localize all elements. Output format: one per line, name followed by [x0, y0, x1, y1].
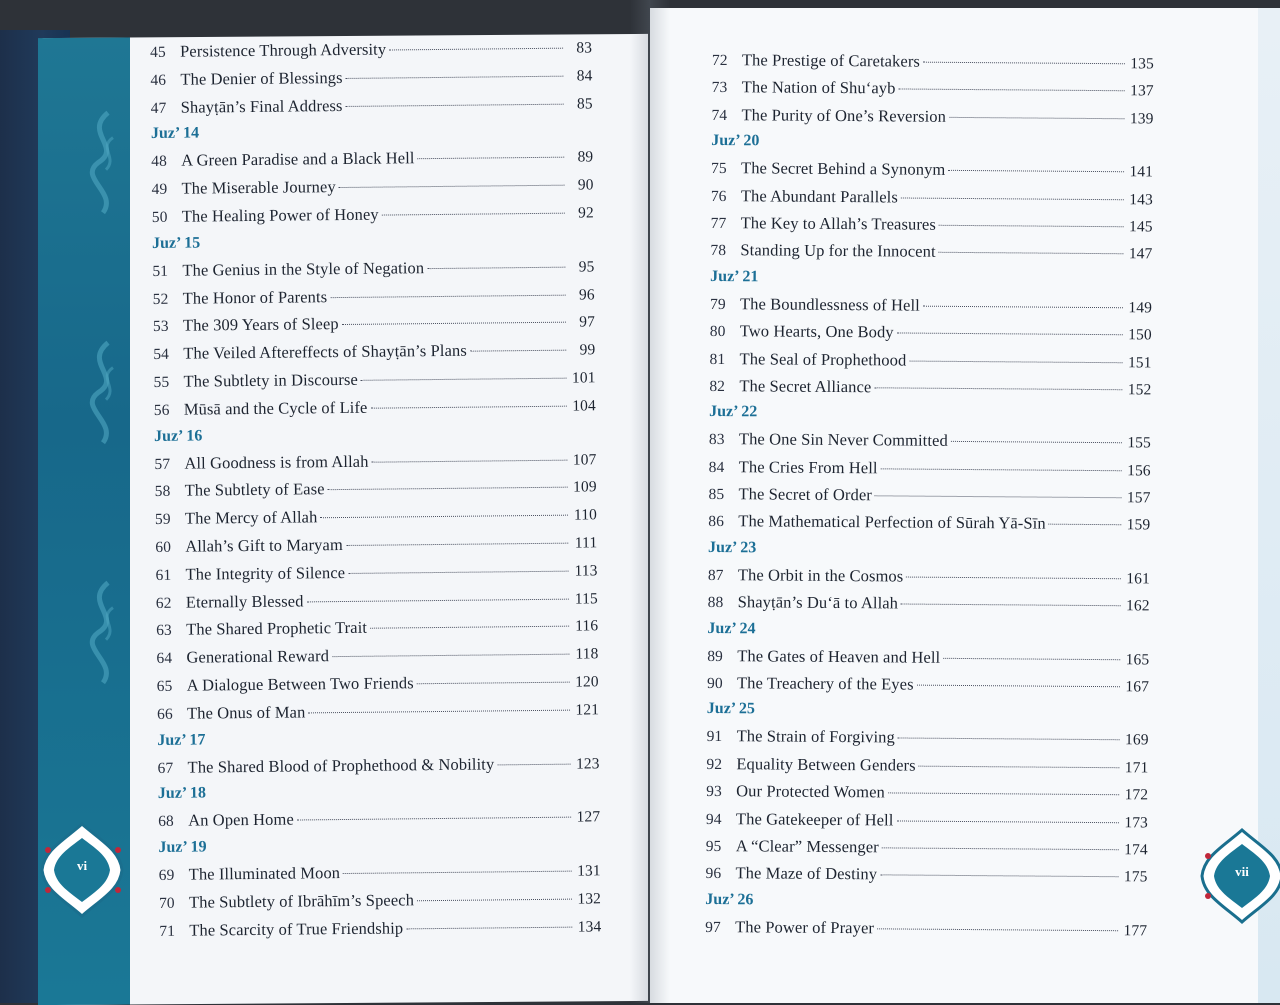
- chapter-number: 60: [155, 538, 172, 556]
- chapter-title: The Abundant Parallels: [740, 185, 899, 207]
- dot-leader: [332, 654, 569, 657]
- page-number: 145: [1128, 218, 1153, 236]
- arabesque-ornament-icon: [78, 578, 128, 688]
- page-number: 116: [575, 617, 599, 635]
- dot-leader: [951, 441, 1122, 443]
- chapter-title: The Cries From Hell: [738, 456, 878, 478]
- page-number: 152: [1127, 381, 1152, 399]
- chapter-title: The Secret of Order: [738, 484, 872, 505]
- juz-heading: Juz’ 26: [705, 890, 754, 909]
- chapter-number: 97: [705, 918, 721, 936]
- page-number: 95: [578, 258, 595, 276]
- chapter-title: The Healing Power of Honey: [181, 204, 379, 226]
- dot-leader: [877, 928, 1118, 931]
- page-number: 159: [1126, 516, 1151, 534]
- chapter-title: The Subtlety of Ease: [184, 479, 325, 501]
- book-gutter: [630, 0, 670, 1003]
- chapter-number: 94: [705, 810, 722, 828]
- juz-heading: Juz’ 20: [711, 132, 760, 150]
- toc-entry: [711, 105, 1153, 136]
- dot-leader: [342, 322, 566, 325]
- page-number-medallion-right: [1200, 826, 1280, 926]
- dot-leader: [943, 657, 1120, 659]
- dot-leader: [308, 709, 570, 713]
- page-number: 113: [574, 562, 598, 580]
- page-number: 135: [1130, 55, 1154, 73]
- chapter-number: 68: [158, 813, 174, 831]
- page-number: 107: [572, 450, 597, 469]
- chapter-title: The Mercy of Allah: [184, 507, 318, 528]
- chapter-number: 56: [153, 401, 170, 419]
- chapter-title: Standing Up for the Innocent: [740, 240, 936, 262]
- chapter-title: The Illuminated Moon: [188, 863, 341, 884]
- toc-entry: [707, 646, 1149, 677]
- chapter-title: Mūsā and the Cycle of Life: [183, 397, 368, 419]
- dot-leader: [881, 468, 1122, 471]
- dot-leader: [320, 515, 568, 519]
- chapter-number: 64: [156, 649, 173, 668]
- chapter-title: Persistence Through Adversity: [179, 39, 387, 61]
- chapter-number: 70: [158, 894, 175, 912]
- chapter-title: A “Clear” Messenger: [735, 836, 879, 857]
- chapter-title: The Onus of Man: [186, 702, 306, 723]
- chapter-title: The Orbit in the Cosmos: [737, 565, 904, 586]
- page-number: 127: [576, 808, 601, 826]
- chapter-title: The Boundlessness of Hell: [739, 293, 920, 315]
- chapter-number: 61: [155, 566, 172, 584]
- chapter-number: 65: [156, 677, 173, 695]
- toc-entry: [712, 50, 1154, 81]
- toc-entry: [710, 294, 1152, 325]
- dot-leader: [897, 333, 1123, 336]
- chapter-number: 75: [711, 160, 727, 178]
- chapter-title: All Goodness is from Allah: [184, 451, 369, 473]
- page-number: 121: [575, 701, 600, 719]
- page-number: 92: [578, 204, 594, 222]
- chapter-title: The Veiled Aftereffects of Shayṭān’s Plans: [183, 340, 467, 363]
- dot-leader: [1049, 524, 1122, 526]
- chapter-number: 59: [154, 510, 171, 529]
- chapter-title: The Shared Prophetic Trait: [186, 618, 368, 639]
- arabesque-ornament-icon: [78, 338, 128, 448]
- page-number: 101: [571, 369, 596, 387]
- chapter-number: 67: [157, 759, 174, 777]
- page-number: 150: [1128, 326, 1152, 344]
- chapter-number: 83: [708, 431, 725, 449]
- dot-leader: [909, 360, 1122, 363]
- chapter-title: Shayṭān’s Du‘ā to Allah: [737, 592, 899, 613]
- juz-heading: Juz’ 23: [708, 538, 757, 557]
- chapter-title: The Secret Alliance: [739, 376, 872, 397]
- toc-entry: [707, 673, 1149, 704]
- chapter-number: 55: [153, 373, 170, 391]
- dot-leader: [470, 350, 566, 352]
- chapter-title: The Denier of Blessings: [180, 67, 343, 89]
- chapter-number: 58: [154, 483, 171, 501]
- chapter-title: The Genius in the Style of Negation: [182, 257, 425, 280]
- toc-entry: [159, 916, 601, 948]
- chapter-title: The Honor of Parents: [182, 286, 328, 308]
- table-of-contents-right: [705, 50, 1154, 948]
- juz-heading: Juz’ 22: [709, 403, 758, 421]
- chapter-number: 53: [152, 318, 169, 336]
- table-of-contents-left: [150, 37, 601, 948]
- chapter-number: 78: [710, 242, 727, 260]
- chapter-title: Two Hearts, One Body: [739, 321, 894, 342]
- page-number-right: vii: [1235, 864, 1249, 879]
- chapter-title: The Seal of Prophethood: [739, 348, 907, 370]
- chapter-title: Allah’s Gift to Maryam: [185, 534, 343, 556]
- chapter-title: The Gates of Heaven and Hell: [737, 645, 941, 667]
- dot-leader: [896, 820, 1119, 823]
- chapter-number: 85: [708, 486, 725, 504]
- chapter-number: 72: [711, 51, 728, 70]
- juz-heading: Juz’ 24: [707, 619, 756, 638]
- arabesque-ornament-icon: [78, 108, 128, 218]
- toc-entry: [708, 511, 1150, 542]
- page-number: 162: [1126, 597, 1150, 615]
- dot-leader: [330, 294, 565, 297]
- chapter-number: 79: [709, 295, 726, 313]
- dot-leader: [874, 387, 1122, 390]
- page-number: 149: [1128, 299, 1153, 317]
- page-number: 173: [1124, 813, 1149, 832]
- dot-leader: [949, 117, 1124, 119]
- dot-leader: [880, 875, 1118, 878]
- page-number: 141: [1129, 163, 1154, 181]
- dot-leader: [339, 185, 565, 188]
- juz-heading: Juz’ 17: [157, 730, 206, 749]
- juz-heading: Juz’ 21: [710, 267, 759, 286]
- chapter-number: 66: [156, 705, 173, 723]
- chapter-title: Shayṭān’s Final Address: [180, 95, 343, 117]
- dot-leader: [417, 899, 572, 902]
- chapter-number: 90: [706, 675, 723, 693]
- chapter-title: A Green Paradise and a Black Hell: [181, 148, 415, 171]
- chapter-number: 45: [150, 43, 166, 61]
- chapter-title: The Mathematical Perfection of Sūrah Yā-Sīn: [738, 511, 1046, 534]
- chapter-number: 74: [711, 106, 728, 124]
- chapter-number: 93: [706, 783, 722, 801]
- page-number: 111: [574, 534, 598, 552]
- toc-entry: [705, 863, 1147, 894]
- chapter-title: Equality Between Genders: [736, 754, 916, 775]
- dot-leader: [307, 598, 569, 602]
- chapter-title: The Secret Behind a Synonym: [741, 158, 946, 180]
- page-number: 143: [1129, 190, 1153, 209]
- chapter-number: 54: [153, 345, 170, 364]
- page-number: 132: [577, 890, 602, 908]
- page-number: 161: [1126, 570, 1150, 588]
- chapter-number: 57: [154, 455, 171, 473]
- page-number: 169: [1124, 731, 1149, 749]
- page-number: 172: [1124, 786, 1149, 804]
- dot-leader: [371, 459, 567, 462]
- page-number-medallion-left: [40, 820, 124, 920]
- toc-entry: [709, 376, 1151, 407]
- chapter-number: 84: [708, 458, 725, 476]
- dot-leader: [348, 570, 568, 573]
- dot-leader: [346, 75, 564, 78]
- chapter-number: 91: [706, 728, 723, 746]
- toc-entry: [711, 213, 1153, 244]
- juz-heading: Juz’ 18: [157, 784, 207, 803]
- chapter-title: The Subtlety in Discourse: [183, 369, 359, 391]
- dot-leader: [901, 604, 1121, 607]
- chapter-number: 86: [708, 513, 725, 531]
- page-number: 174: [1124, 841, 1148, 859]
- dot-leader: [917, 685, 1120, 688]
- page-number: 83: [576, 39, 593, 57]
- chapter-number: 52: [152, 290, 169, 308]
- chapter-number: 76: [710, 187, 727, 205]
- chapter-number: 49: [151, 181, 168, 199]
- page-number: 155: [1127, 434, 1151, 452]
- dot-leader: [882, 847, 1119, 850]
- page-number: 134: [577, 918, 602, 936]
- chapter-number: 92: [706, 755, 723, 773]
- chapter-number: 48: [151, 153, 168, 171]
- chapter-title: An Open Home: [188, 809, 294, 830]
- page-number: 120: [575, 673, 599, 691]
- toc-entry: [711, 158, 1153, 189]
- toc-entry: [712, 77, 1154, 108]
- toc-entry: [706, 726, 1148, 757]
- toc-entry: [708, 484, 1150, 515]
- chapter-number: 87: [707, 566, 724, 584]
- page-number: 137: [1130, 82, 1154, 100]
- toc-entry: [705, 917, 1147, 948]
- page-number: 156: [1127, 461, 1151, 480]
- page-number: 147: [1128, 245, 1153, 263]
- toc-entry: [706, 809, 1148, 840]
- dot-leader: [948, 170, 1124, 172]
- page-number: 90: [577, 176, 594, 194]
- chapter-title: The Strain of Forgiving: [736, 726, 895, 747]
- dot-leader: [939, 225, 1124, 227]
- page-number: 177: [1123, 922, 1148, 940]
- chapter-number: 88: [707, 594, 724, 612]
- toc-entry: [708, 592, 1150, 623]
- page-number: 104: [572, 397, 596, 415]
- page-number: 131: [577, 862, 601, 880]
- chapter-title: The Shared Blood of Prophethood & Nobility: [187, 753, 495, 777]
- dot-leader: [297, 817, 571, 821]
- page-number: 99: [579, 341, 596, 359]
- dot-leader: [418, 157, 565, 160]
- chapter-title: The Nation of Shu‘ayb: [741, 77, 896, 98]
- toc-entry: [711, 186, 1153, 217]
- page-number: 109: [573, 478, 597, 496]
- page-number: 110: [573, 506, 598, 524]
- chapter-title: The Scarcity of True Friendship: [189, 918, 404, 940]
- dot-leader: [875, 495, 1122, 498]
- toc-entry: [708, 565, 1150, 596]
- dot-leader: [906, 576, 1121, 579]
- dot-leader: [923, 305, 1123, 308]
- juz-heading: Juz’ 15: [152, 234, 201, 252]
- chapter-number: 69: [158, 866, 175, 885]
- chapter-title: A Dialogue Between Two Friends: [186, 673, 414, 695]
- dot-leader: [382, 213, 565, 216]
- toc-entry: [709, 429, 1151, 460]
- chapter-title: The 309 Years of Sleep: [182, 314, 339, 336]
- chapter-title: Our Protected Women: [736, 781, 885, 802]
- juz-heading: Juz’ 14: [150, 124, 200, 143]
- chapter-number: 71: [159, 922, 176, 940]
- chapter-title: The Gatekeeper of Hell: [735, 808, 894, 830]
- page-number: 175: [1123, 868, 1148, 886]
- chapter-title: The Integrity of Silence: [185, 562, 346, 584]
- dot-leader: [939, 252, 1124, 254]
- dot-leader: [343, 871, 572, 874]
- dot-leader: [888, 793, 1119, 796]
- chapter-number: 51: [152, 262, 169, 280]
- page-number: 167: [1125, 678, 1150, 696]
- dot-leader: [389, 48, 563, 51]
- dot-leader: [919, 765, 1120, 768]
- dot-leader: [497, 763, 570, 765]
- dot-leader: [361, 378, 567, 381]
- page-number: 96: [578, 285, 595, 304]
- chapter-number: 81: [709, 350, 726, 368]
- toc-entry: [706, 836, 1148, 867]
- page-number-left: vi: [76, 858, 88, 873]
- chapter-number: 77: [710, 214, 727, 233]
- chapter-title: Generational Reward: [186, 646, 330, 667]
- dot-leader: [406, 926, 572, 929]
- chapter-number: 96: [705, 865, 722, 883]
- chapter-title: The Power of Prayer: [735, 916, 875, 938]
- chapter-number: 80: [709, 323, 726, 341]
- page-number: 139: [1129, 110, 1154, 128]
- page-number: 118: [575, 645, 599, 663]
- chapter-title: The Miserable Journey: [181, 177, 336, 198]
- dot-leader: [901, 197, 1124, 200]
- dot-leader: [370, 405, 566, 408]
- toc-entry: [710, 321, 1152, 352]
- dot-leader: [427, 266, 565, 268]
- page-number: 123: [575, 754, 600, 773]
- juz-heading: Juz’ 19: [158, 838, 207, 857]
- chapter-number: 50: [151, 208, 168, 226]
- chapter-number: 82: [709, 377, 726, 396]
- dot-leader: [328, 487, 568, 491]
- page-number: 97: [579, 313, 596, 331]
- chapter-title: The Subtlety of Ibrāhīm’s Speech: [188, 890, 415, 912]
- toc-entry: [706, 754, 1148, 785]
- page-number: 171: [1124, 759, 1149, 777]
- toc-entry: [706, 781, 1148, 812]
- juz-heading: Juz’ 25: [706, 700, 756, 718]
- dot-leader: [345, 103, 563, 106]
- page-number: 89: [577, 148, 594, 166]
- juz-heading: Juz’ 16: [154, 427, 203, 445]
- chapter-title: The Key to Allah’s Treasures: [740, 213, 936, 234]
- chapter-title: The One Sin Never Committed: [738, 429, 948, 451]
- page-number: 151: [1127, 353, 1152, 371]
- page-number: 165: [1125, 650, 1150, 669]
- chapter-number: 95: [705, 837, 722, 856]
- dot-leader: [417, 682, 570, 685]
- chapter-number: 46: [150, 71, 167, 89]
- toc-entry: [710, 240, 1152, 271]
- dot-leader: [370, 626, 569, 629]
- chapter-title: The Prestige of Caretakers: [741, 50, 921, 71]
- chapter-number: 47: [150, 99, 167, 117]
- page-number: 157: [1126, 489, 1151, 507]
- page-number: 115: [574, 589, 598, 608]
- chapter-number: 62: [155, 594, 172, 612]
- dot-leader: [898, 738, 1120, 741]
- dot-leader: [923, 62, 1125, 65]
- chapter-title: The Purity of One’s Reversion: [741, 105, 947, 126]
- chapter-number: 63: [156, 622, 172, 640]
- dot-leader: [346, 543, 568, 546]
- dot-leader: [898, 89, 1124, 92]
- toc-entry: [709, 457, 1151, 488]
- chapter-number: 73: [711, 79, 728, 97]
- page-number: 85: [576, 94, 593, 113]
- chapter-title: Eternally Blessed: [185, 590, 304, 612]
- page-number: 84: [576, 67, 593, 85]
- chapter-title: The Maze of Destiny: [735, 863, 878, 884]
- toc-entry: [709, 349, 1151, 380]
- chapter-title: The Treachery of the Eyes: [736, 673, 914, 694]
- chapter-number: 89: [707, 647, 724, 665]
